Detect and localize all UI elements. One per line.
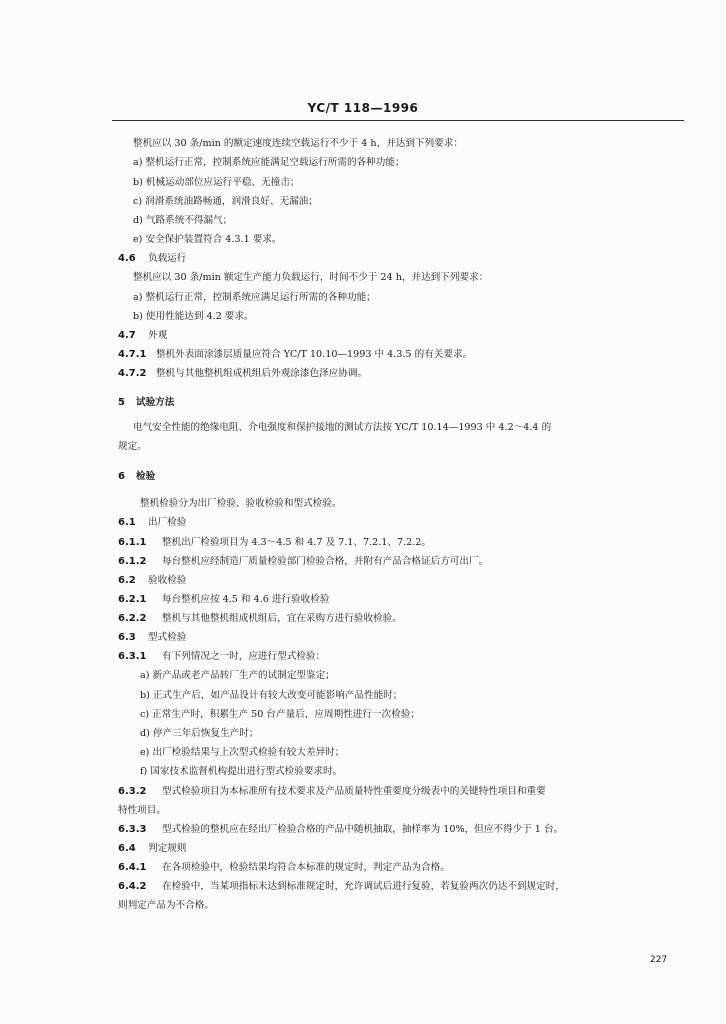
section-heading-6-4 <box>118 842 186 856</box>
section-heading-4-7 <box>118 329 167 343</box>
section-title: 外观 <box>148 330 168 341</box>
clause-6-3-3 <box>118 823 563 837</box>
clause-6-4-1 <box>118 861 450 875</box>
body-line: 整机应以 30 条/min 额定生产能力负载运行，时间不少于 24 h，并达到下列要求： <box>133 272 489 283</box>
list-item: a) 新产品或老产品转厂生产的试制定型鉴定； <box>140 670 335 681</box>
clause-6-1-1 <box>118 536 431 550</box>
section-title: 验收检验 <box>148 575 187 586</box>
clause-4-7-2 <box>118 367 367 381</box>
clause-number: 6.4.1 <box>118 862 147 873</box>
list-item: d) 停产三年后恢复生产时； <box>140 728 259 739</box>
section-heading-6 <box>118 470 155 484</box>
section-heading-5 <box>118 396 174 410</box>
section-title: 判定规则 <box>148 843 187 854</box>
clause-6-2-1 <box>118 593 329 607</box>
body-line: 则判定产品为不合格。 <box>118 900 214 911</box>
section-number: 6 <box>118 471 125 482</box>
clause-text: 每台整机应按 4.5 和 4.6 进行验收检验 <box>162 594 330 605</box>
section-heading-6-1 <box>118 516 186 530</box>
clause-number: 6.2.2 <box>118 613 147 624</box>
standard-code-header: YC/T 118—1996 <box>307 101 419 115</box>
body-line: 特性项目。 <box>118 805 166 816</box>
clause-number: 6.1.2 <box>118 556 147 567</box>
clause-text: 整机与其他整机组成机组后外观涂漆色泽应协调。 <box>156 368 368 379</box>
list-item: d) 气路系统不得漏气； <box>133 215 233 226</box>
clause-number: 6.1.1 <box>118 537 147 548</box>
section-number: 5 <box>118 397 125 408</box>
clause-text: 整机出厂检验项目为 4.3～4.5 和 4.7 及 7.1、7.2.1、7.2.2。 <box>162 537 432 548</box>
clause-text: 整机外表面涂漆层质量应符合 YC/T 10.10—1993 中 4.3.5 的有关要求。 <box>156 349 473 360</box>
list-item: b) 正式生产后，如产品设计有较大改变可能影响产品性能时； <box>140 690 403 701</box>
section-number: 6.3 <box>118 632 136 643</box>
section-title: 负载运行 <box>148 253 187 264</box>
section-heading-6-2 <box>118 574 186 588</box>
clause-number: 6.2.1 <box>118 594 147 605</box>
list-item: e) 安全保护装置符合 4.3.1 要求。 <box>133 234 282 245</box>
section-number: 6.2 <box>118 575 136 586</box>
list-item: c) 润滑系统油路畅通，润滑良好、无漏油； <box>133 196 318 207</box>
body-line: 电气安全性能的绝缘电阻、介电强度和保护接地的测试方法按 YC/T 10.14—1993 中 4.2～4.4 的 <box>133 422 552 433</box>
section-number: 4.7 <box>118 330 136 341</box>
clause-text: 在检验中，当某项指标未达到标准规定时，允许调试后进行复验，若复验两次仍达不到规定时， <box>162 881 565 892</box>
clause-number: 6.3.2 <box>118 786 147 797</box>
clause-text: 型式检验项目为本标准所有技术要求及产品质量特性重要度分级表中的关键特性项目和重要 <box>162 786 546 797</box>
clause-text: 整机与其他整机组成机组后，宜在采购方进行验收检验。 <box>162 613 402 624</box>
section-number: 6.1 <box>118 517 136 528</box>
clause-text: 在各项检验中，检验结果均符合本标准的规定时，判定产品为合格。 <box>162 862 450 873</box>
section-title: 型式检验 <box>148 632 187 643</box>
list-item: e) 出厂检验结果与上次型式检验有较大差异时； <box>140 747 345 758</box>
clause-text: 型式检验的整机应在经出厂检验合格的产品中随机抽取，抽样率为 10%，但应不得少于 1 台。 <box>162 824 564 835</box>
clause-6-4-2 <box>118 880 565 894</box>
body-line: 规定。 <box>118 441 147 452</box>
clause-number: 4.7.2 <box>118 368 147 379</box>
page-number: 227 <box>650 955 668 965</box>
clause-number: 6.3.3 <box>118 824 147 835</box>
clause-number: 6.4.2 <box>118 881 147 892</box>
clause-6-1-2 <box>118 555 488 569</box>
header-rule <box>112 120 684 121</box>
body-line: 整机应以 30 条/min 的额定速度连续空载运行不少于 4 h，并达到下列要求： <box>133 138 463 149</box>
list-item: b) 使用性能达到 4.2 要求。 <box>133 311 254 322</box>
list-item: b) 机械运动部位应运行平稳、无撞击； <box>133 177 300 188</box>
section-heading-6-3 <box>118 631 186 645</box>
clause-6-3-1 <box>118 650 325 664</box>
list-item: f) 国家技术监督机构提出进行型式检验要求时。 <box>140 766 343 777</box>
section-heading-4-6 <box>118 252 186 266</box>
clause-6-2-2 <box>118 612 402 626</box>
section-number: 4.6 <box>118 253 136 264</box>
clause-number: 6.3.1 <box>118 651 147 662</box>
body-line: 整机检验分为出厂检验、验收检验和型式检验。 <box>140 498 342 509</box>
clause-number: 4.7.1 <box>118 349 147 360</box>
section-number: 6.4 <box>118 843 136 854</box>
section-title: 出厂检验 <box>148 517 187 528</box>
clause-text: 每台整机应经制造厂质量检验部门检验合格，并附有产品合格证后方可出厂。 <box>162 556 489 567</box>
clause-text: 有下列情况之一时，应进行型式检验： <box>162 651 326 662</box>
clause-4-7-1 <box>118 348 472 362</box>
list-item: a) 整机运行正常，控制系统应满足运行所需的各种功能； <box>133 292 376 303</box>
section-title: 检验 <box>136 471 156 482</box>
section-title: 试验方法 <box>136 397 175 408</box>
list-item: c) 正常生产时，积累生产 50 台产量后，应周期性进行一次检验； <box>140 709 420 720</box>
clause-6-3-2 <box>118 785 546 799</box>
list-item: a) 整机运行正常，控制系统应能满足空载运行所需的各种功能； <box>133 157 405 168</box>
